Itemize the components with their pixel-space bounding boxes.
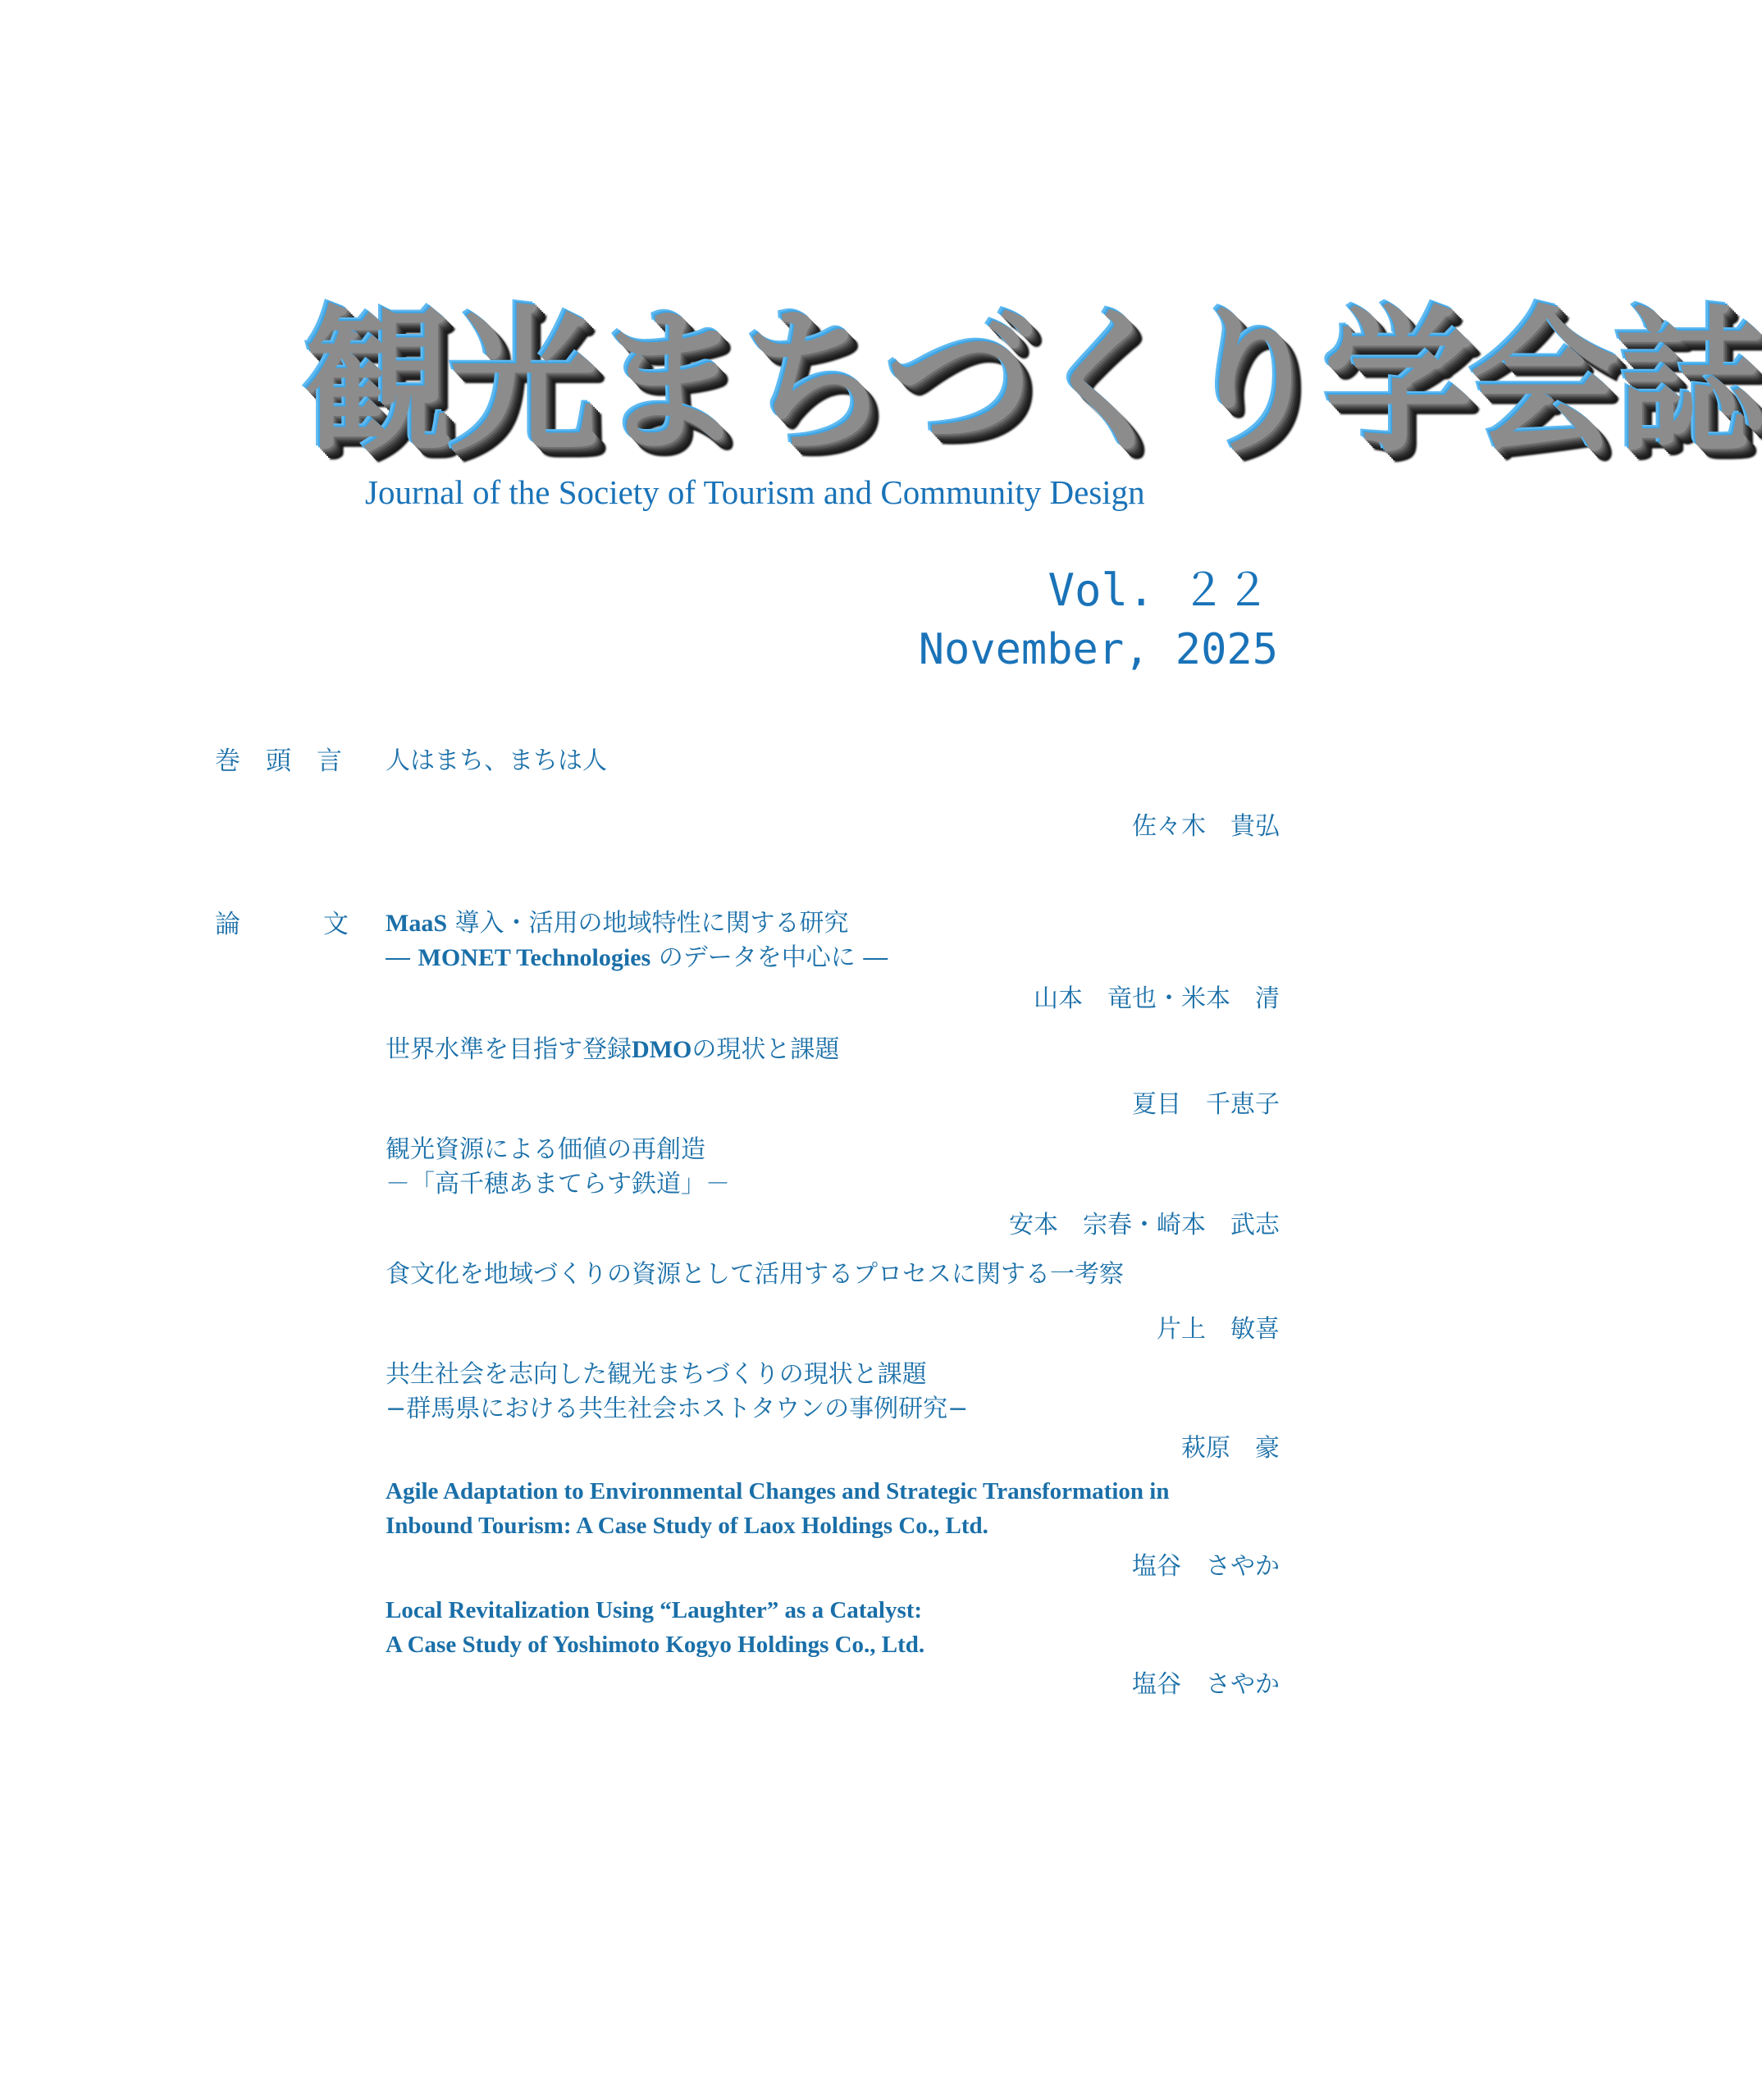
paper-2-title[interactable] <box>386 1033 839 1067</box>
paper-4-author: 片上 敏喜 <box>1157 1315 1280 1344</box>
paper-2-title-pre: 世界水準を目指す登録 <box>386 1035 632 1064</box>
paper-5-subtitle: −群馬県における共生社会ホストタウンの事例研究− <box>386 1395 969 1423</box>
papers-category-right: 文 <box>323 910 349 939</box>
paper-7-author: 塩谷 さやか <box>1132 1670 1280 1699</box>
paper-6-title-line-2[interactable]: Inbound Tourism: A Case Study of Laox Holdings Co., Ltd. <box>386 1513 988 1539</box>
volume-number: Vol. ２２ <box>1048 564 1270 616</box>
paper-6-author: 塩谷 さやか <box>1132 1552 1280 1581</box>
journal-title-en: Journal of the Society of Tourism and Community Design <box>365 473 1145 511</box>
preface-title[interactable]: 人はまち、まちは人 <box>386 746 607 775</box>
paper-1-subtitle-prefix: ― <box>386 943 410 972</box>
journal-title-ja: 観光まちづくり学会誌 <box>304 289 1762 474</box>
paper-7-title-line-1[interactable]: Local Revitalization Using “Laughter” as a Catalyst: <box>386 1597 923 1623</box>
paper-1-title[interactable] <box>386 906 849 941</box>
paper-1-subtitle-rest: のデータを中心に ― <box>650 943 888 972</box>
paper-7-title-line-2[interactable]: A Case Study of Yoshimoto Kogyo Holdings Co., Ltd. <box>386 1632 925 1658</box>
paper-2-title-post: の現状と課題 <box>692 1035 840 1064</box>
paper-1-title-rest: 導入・活用の地域特性に関する研究 <box>447 909 849 938</box>
paper-2-author: 夏目 千恵子 <box>1132 1090 1280 1119</box>
paper-1-title-bold: MaaS <box>386 910 447 937</box>
issue-date: November, 2025 <box>918 625 1278 674</box>
paper-1-subtitle-bold: MONET Technologies <box>418 944 651 971</box>
preface-author: 佐々木 貴弘 <box>1132 812 1280 841</box>
papers-category-left: 論 <box>215 910 240 939</box>
preface-category: 巻 頭 言 <box>215 746 342 776</box>
paper-1-author: 山本 竜也・米本 清 <box>1034 984 1280 1013</box>
paper-3-title[interactable]: 観光資源による価値の再創造 <box>386 1135 705 1164</box>
paper-2-title-bold: DMO <box>632 1036 692 1063</box>
paper-6-title-line-1[interactable]: Agile Adaptation to Environmental Changes and Strategic Transformation in <box>386 1478 1170 1504</box>
paper-3-author: 安本 宗春・崎本 武志 <box>1009 1211 1280 1239</box>
paper-5-author: 萩原 豪 <box>1181 1434 1280 1463</box>
paper-5-title[interactable]: 共生社会を志向した観光まちづくりの現状と課題 <box>386 1360 927 1389</box>
paper-3-subtitle: －「高千穂あまてらす鉄道」－ <box>386 1170 730 1198</box>
paper-4-title[interactable]: 食文化を地域づくりの資源として活用するプロセスに関する一考察 <box>386 1260 1124 1289</box>
paper-1-subtitle <box>386 941 888 975</box>
